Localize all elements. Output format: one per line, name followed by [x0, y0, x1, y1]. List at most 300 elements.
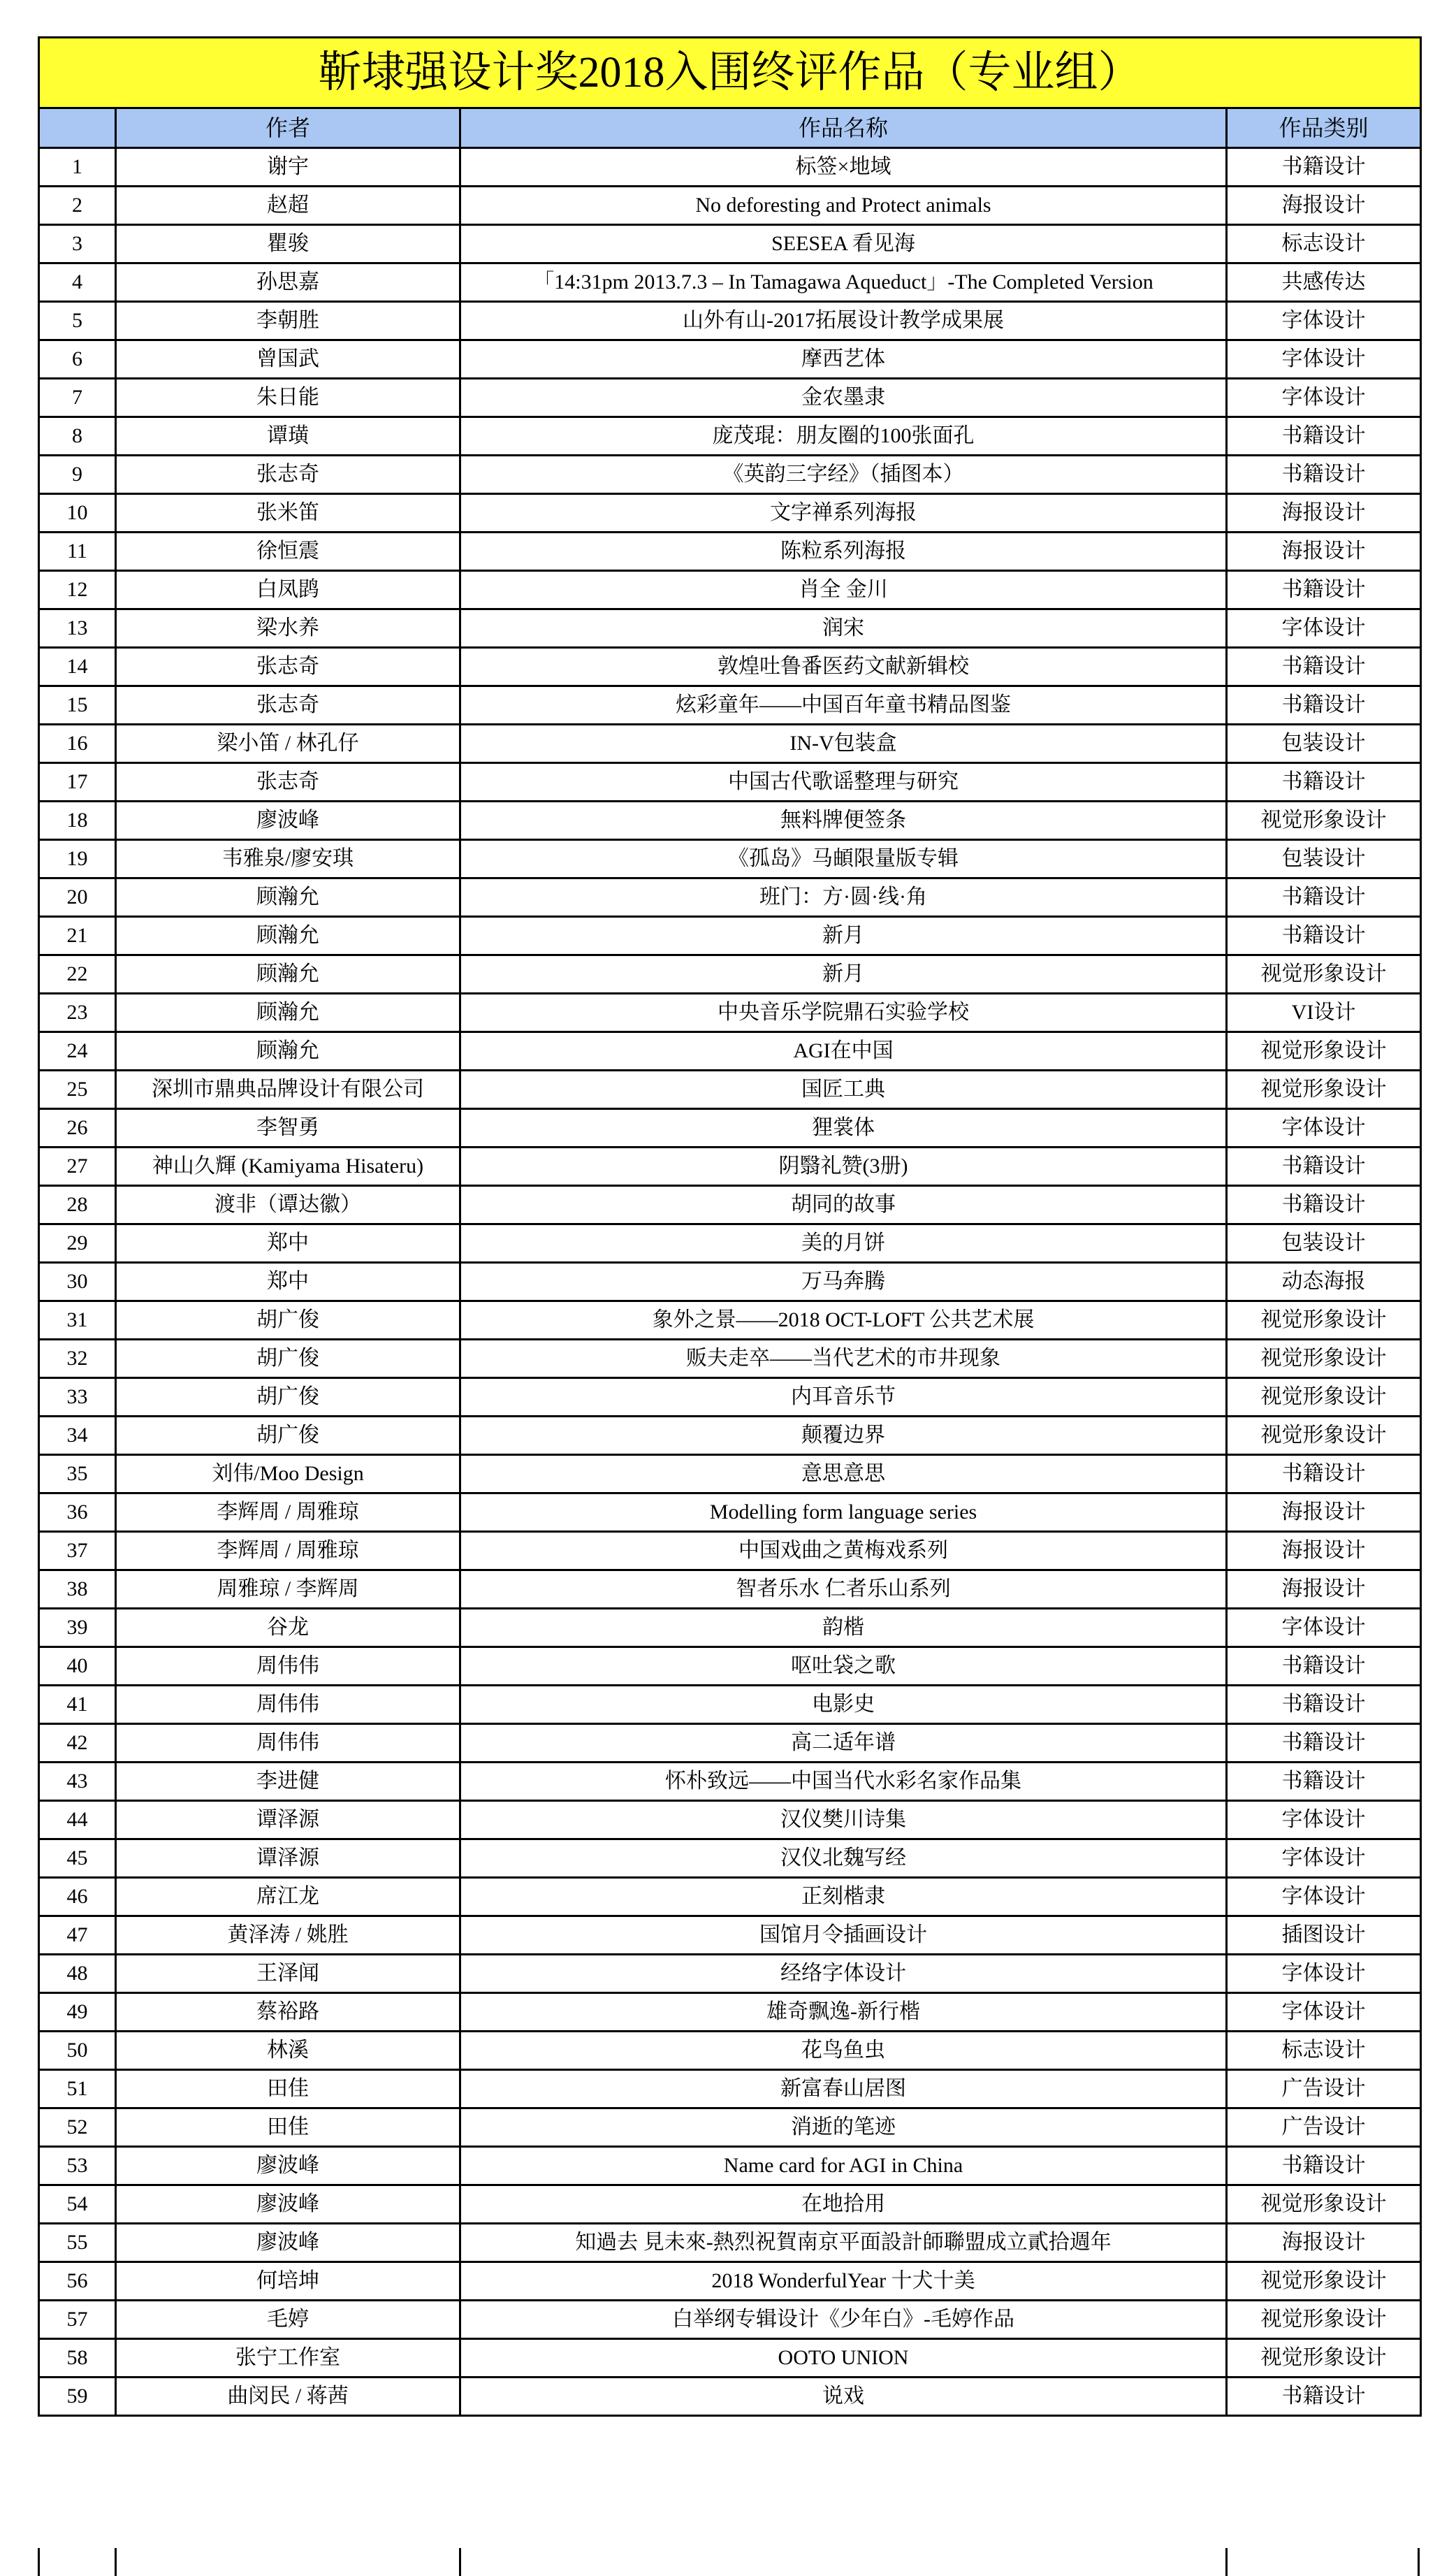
category-cell: 视觉形象设计 — [1227, 1071, 1421, 1109]
author-cell: 李进健 — [116, 1763, 460, 1801]
table-row — [39, 2108, 1421, 2147]
work-title-cell: 文字禅系列海报 — [460, 494, 1227, 533]
author-cell: 王泽闻 — [116, 1955, 460, 1993]
author-cell: 毛婷 — [116, 2301, 460, 2339]
table-row — [39, 917, 1421, 955]
category-cell: 书籍设计 — [1227, 917, 1421, 955]
category-cell: 视觉形象设计 — [1227, 955, 1421, 994]
work-title-cell: 山外有山-2017拓展设计教学成果展 — [460, 302, 1227, 340]
table-row — [39, 686, 1421, 725]
row-number: 5 — [39, 302, 116, 340]
table-row — [39, 379, 1421, 417]
category-cell: 视觉形象设计 — [1227, 2339, 1421, 2378]
table-row — [39, 1724, 1421, 1763]
author-cell: 周雅琼 / 李辉周 — [116, 1570, 460, 1609]
work-title-cell: 万马奔腾 — [460, 1263, 1227, 1301]
header-author: 作者 — [116, 108, 460, 148]
author-cell: 张宁工作室 — [116, 2339, 460, 2378]
row-number: 34 — [39, 1417, 116, 1455]
table-row — [39, 840, 1421, 878]
category-cell: 字体设计 — [1227, 340, 1421, 379]
table-row — [39, 225, 1421, 263]
table-row — [39, 1186, 1421, 1224]
row-number: 32 — [39, 1340, 116, 1378]
work-title-cell: 狸裳体 — [460, 1109, 1227, 1148]
author-cell: 李朝胜 — [116, 302, 460, 340]
table-row — [39, 1570, 1421, 1609]
author-cell: 顾瀚允 — [116, 955, 460, 994]
table-row — [39, 648, 1421, 686]
row-number: 9 — [39, 456, 116, 494]
author-cell: 谢宇 — [116, 148, 460, 187]
author-cell: 朱日能 — [116, 379, 460, 417]
table-row — [39, 340, 1421, 379]
work-title-cell: 《英韵三字经》（插图本） — [460, 456, 1227, 494]
row-number: 13 — [39, 609, 116, 648]
author-cell: 神山久輝 (Kamiyama Hisateru) — [116, 1148, 460, 1186]
work-title-cell: 白举纲专辑设计《少年白》-毛婷作品 — [460, 2301, 1227, 2339]
row-number: 44 — [39, 1801, 116, 1839]
category-cell: 视觉形象设计 — [1227, 1378, 1421, 1417]
table-row — [39, 187, 1421, 225]
table-row — [39, 1839, 1421, 1878]
table-row — [39, 456, 1421, 494]
work-title-cell: 2018 WonderfulYear 十犬十美 — [460, 2262, 1227, 2301]
category-cell: 共感传达 — [1227, 263, 1421, 302]
table-row — [39, 1686, 1421, 1724]
table-row — [39, 1109, 1421, 1148]
category-cell: 书籍设计 — [1227, 571, 1421, 609]
category-cell: 字体设计 — [1227, 609, 1421, 648]
work-title-cell: 高二适年谱 — [460, 1724, 1227, 1763]
author-cell: 廖波峰 — [116, 2224, 460, 2262]
row-number: 33 — [39, 1378, 116, 1417]
entries-table — [38, 36, 1422, 2417]
category-cell: 包装设计 — [1227, 1224, 1421, 1263]
table-row — [39, 2262, 1421, 2301]
category-cell: 广告设计 — [1227, 2070, 1421, 2108]
table-row — [39, 2339, 1421, 2378]
author-cell: 刘伟/Moo Design — [116, 1455, 460, 1493]
author-cell: 张志奇 — [116, 763, 460, 802]
table-row — [39, 2070, 1421, 2108]
author-cell: 徐恒震 — [116, 533, 460, 571]
author-cell: 韦雅泉/廖安琪 — [116, 840, 460, 878]
row-number: 12 — [39, 571, 116, 609]
category-cell: 广告设计 — [1227, 2108, 1421, 2147]
work-title-cell: 呕吐袋之歌 — [460, 1647, 1227, 1686]
category-cell: 字体设计 — [1227, 1878, 1421, 1916]
author-cell: 何培坤 — [116, 2262, 460, 2301]
author-cell: 廖波峰 — [116, 2147, 460, 2185]
category-cell: 字体设计 — [1227, 1609, 1421, 1647]
work-title-cell: 意思意思 — [460, 1455, 1227, 1493]
work-title-cell: AGI在中国 — [460, 1032, 1227, 1071]
category-cell: 包装设计 — [1227, 725, 1421, 763]
row-number: 38 — [39, 1570, 116, 1609]
row-number: 56 — [39, 2262, 116, 2301]
work-title-cell: 胡同的故事 — [460, 1186, 1227, 1224]
author-cell: 顾瀚允 — [116, 994, 460, 1032]
work-title-cell: 怀朴致远——中国当代水彩名家作品集 — [460, 1763, 1227, 1801]
author-cell: 梁水养 — [116, 609, 460, 648]
row-number: 55 — [39, 2224, 116, 2262]
table-row — [39, 2301, 1421, 2339]
category-cell: 海报设计 — [1227, 494, 1421, 533]
table-row — [39, 263, 1421, 302]
work-title-cell: 班门：方·圆·线·角 — [460, 878, 1227, 917]
row-number: 18 — [39, 802, 116, 840]
work-title-cell: 正刻楷隶 — [460, 1878, 1227, 1916]
author-cell: 李辉周 / 周雅琼 — [116, 1493, 460, 1532]
row-number: 29 — [39, 1224, 116, 1263]
row-number: 46 — [39, 1878, 116, 1916]
category-cell: 视觉形象设计 — [1227, 1301, 1421, 1340]
work-title-cell: 颠覆边界 — [460, 1417, 1227, 1455]
row-number: 47 — [39, 1916, 116, 1955]
table-row — [39, 878, 1421, 917]
category-cell: 书籍设计 — [1227, 1455, 1421, 1493]
category-cell: 书籍设计 — [1227, 1686, 1421, 1724]
author-cell: 郑中 — [116, 1263, 460, 1301]
row-number: 16 — [39, 725, 116, 763]
table-row — [39, 571, 1421, 609]
row-number: 4 — [39, 263, 116, 302]
work-title-cell: 标签×地域 — [460, 148, 1227, 187]
author-cell: 谭璜 — [116, 417, 460, 456]
row-number: 25 — [39, 1071, 116, 1109]
table-row — [39, 1340, 1421, 1378]
author-cell: 李智勇 — [116, 1109, 460, 1148]
author-cell: 林溪 — [116, 2032, 460, 2070]
author-cell: 瞿骏 — [116, 225, 460, 263]
row-number: 11 — [39, 533, 116, 571]
table-row — [39, 1647, 1421, 1686]
table-row — [39, 2032, 1421, 2070]
work-title-cell: IN-V包装盒 — [460, 725, 1227, 763]
work-title-cell: 国馆月令插画设计 — [460, 1916, 1227, 1955]
table-row — [39, 1455, 1421, 1493]
work-title-cell: Modelling form language series — [460, 1493, 1227, 1532]
row-number: 39 — [39, 1609, 116, 1647]
row-number: 52 — [39, 2108, 116, 2147]
work-title-cell: 中央音乐学院鼎石实验学校 — [460, 994, 1227, 1032]
table-row — [39, 1224, 1421, 1263]
row-number: 51 — [39, 2070, 116, 2108]
category-cell: 海报设计 — [1227, 1493, 1421, 1532]
table-row — [39, 2378, 1421, 2416]
row-number: 40 — [39, 1647, 116, 1686]
table-row — [39, 1993, 1421, 2032]
row-number: 48 — [39, 1955, 116, 1993]
author-cell: 深圳市鼎典品牌设计有限公司 — [116, 1071, 460, 1109]
category-cell: 书籍设计 — [1227, 1724, 1421, 1763]
work-title-cell: 在地拾用 — [460, 2185, 1227, 2224]
category-cell: 书籍设计 — [1227, 456, 1421, 494]
category-cell: 字体设计 — [1227, 1109, 1421, 1148]
spreadsheet-sheet — [38, 36, 1420, 2417]
row-number: 59 — [39, 2378, 116, 2416]
table-row — [39, 955, 1421, 994]
next-row-stub — [38, 2548, 1420, 2576]
row-number: 7 — [39, 379, 116, 417]
row-number: 50 — [39, 2032, 116, 2070]
author-cell: 白凤鹍 — [116, 571, 460, 609]
author-cell: 周伟伟 — [116, 1724, 460, 1763]
work-title-cell: 中国戏曲之黄梅戏系列 — [460, 1532, 1227, 1570]
category-cell: 海报设计 — [1227, 2224, 1421, 2262]
category-cell: 视觉形象设计 — [1227, 1340, 1421, 1378]
title-row — [39, 38, 1421, 108]
work-title-cell: 摩西艺体 — [460, 340, 1227, 379]
row-number: 30 — [39, 1263, 116, 1301]
category-cell: 字体设计 — [1227, 1801, 1421, 1839]
category-cell: 书籍设计 — [1227, 1148, 1421, 1186]
table-row — [39, 2224, 1421, 2262]
work-title-cell: 电影史 — [460, 1686, 1227, 1724]
row-number: 10 — [39, 494, 116, 533]
category-cell: 书籍设计 — [1227, 2378, 1421, 2416]
author-cell: 廖波峰 — [116, 2185, 460, 2224]
table-row — [39, 763, 1421, 802]
table-row — [39, 1609, 1421, 1647]
row-number: 31 — [39, 1301, 116, 1340]
category-cell: 书籍设计 — [1227, 148, 1421, 187]
work-title-cell: SEESEA 看见海 — [460, 225, 1227, 263]
table-row — [39, 1763, 1421, 1801]
work-title-cell: 韵楷 — [460, 1609, 1227, 1647]
table-row — [39, 1148, 1421, 1186]
header-row — [39, 108, 1421, 148]
work-title-cell: 陈粒系列海报 — [460, 533, 1227, 571]
table-row — [39, 1417, 1421, 1455]
table-row — [39, 148, 1421, 187]
category-cell: 视觉形象设计 — [1227, 2262, 1421, 2301]
row-number: 17 — [39, 763, 116, 802]
table-row — [39, 1801, 1421, 1839]
work-title-cell: 国匠工典 — [460, 1071, 1227, 1109]
category-cell: 海报设计 — [1227, 1532, 1421, 1570]
category-cell: 书籍设计 — [1227, 417, 1421, 456]
category-cell: 书籍设计 — [1227, 686, 1421, 725]
table-row — [39, 302, 1421, 340]
work-title-cell: 润宋 — [460, 609, 1227, 648]
category-cell: 海报设计 — [1227, 187, 1421, 225]
table-row — [39, 609, 1421, 648]
table-row — [39, 494, 1421, 533]
author-cell: 张志奇 — [116, 456, 460, 494]
author-cell: 谷龙 — [116, 1609, 460, 1647]
category-cell: 书籍设计 — [1227, 1186, 1421, 1224]
table-row — [39, 1071, 1421, 1109]
author-cell: 胡广俊 — [116, 1340, 460, 1378]
row-number: 36 — [39, 1493, 116, 1532]
category-cell: 书籍设计 — [1227, 763, 1421, 802]
work-title-cell: 贩夫走卒——当代艺术的市井现象 — [460, 1340, 1227, 1378]
table-row — [39, 417, 1421, 456]
author-cell: 蔡裕路 — [116, 1993, 460, 2032]
work-title-cell: 美的月饼 — [460, 1224, 1227, 1263]
row-number: 57 — [39, 2301, 116, 2339]
row-number: 53 — [39, 2147, 116, 2185]
work-title-cell: 经络字体设计 — [460, 1955, 1227, 1993]
author-cell: 席江龙 — [116, 1878, 460, 1916]
table-row — [39, 994, 1421, 1032]
category-cell: 书籍设计 — [1227, 1763, 1421, 1801]
row-number: 49 — [39, 1993, 116, 2032]
table-row — [39, 2185, 1421, 2224]
author-cell: 顾瀚允 — [116, 917, 460, 955]
row-number: 43 — [39, 1763, 116, 1801]
work-title-cell: 敦煌吐鲁番医药文献新辑校 — [460, 648, 1227, 686]
row-number: 42 — [39, 1724, 116, 1763]
table-row — [39, 1878, 1421, 1916]
work-title-cell: 中国古代歌谣整理与研究 — [460, 763, 1227, 802]
author-cell: 胡广俊 — [116, 1378, 460, 1417]
row-number: 35 — [39, 1455, 116, 1493]
row-number: 24 — [39, 1032, 116, 1071]
category-cell: 书籍设计 — [1227, 648, 1421, 686]
table-row — [39, 725, 1421, 763]
row-number: 22 — [39, 955, 116, 994]
row-number: 45 — [39, 1839, 116, 1878]
author-cell: 梁小笛 / 林孔仔 — [116, 725, 460, 763]
row-number: 58 — [39, 2339, 116, 2378]
author-cell: 田佳 — [116, 2108, 460, 2147]
row-number: 23 — [39, 994, 116, 1032]
category-cell: 视觉形象设计 — [1227, 1032, 1421, 1071]
author-cell: 周伟伟 — [116, 1686, 460, 1724]
table-row — [39, 1493, 1421, 1532]
sheet-title: 靳埭强设计奖2018入围终评作品（专业组） — [39, 38, 1421, 108]
category-cell: 书籍设计 — [1227, 1647, 1421, 1686]
category-cell: 包装设计 — [1227, 840, 1421, 878]
work-title-cell: 無料牌便签条 — [460, 802, 1227, 840]
row-number: 2 — [39, 187, 116, 225]
row-number: 27 — [39, 1148, 116, 1186]
gridline — [115, 2548, 117, 2576]
category-cell: 字体设计 — [1227, 1839, 1421, 1878]
table-row — [39, 1955, 1421, 1993]
header-number — [39, 108, 116, 148]
table-row — [39, 1263, 1421, 1301]
work-title-cell: 说戏 — [460, 2378, 1227, 2416]
category-cell: 标志设计 — [1227, 2032, 1421, 2070]
work-title-cell: OOTO UNION — [460, 2339, 1227, 2378]
row-number: 54 — [39, 2185, 116, 2224]
category-cell: VI设计 — [1227, 994, 1421, 1032]
author-cell: 张志奇 — [116, 686, 460, 725]
row-number: 3 — [39, 225, 116, 263]
author-cell: 曾国武 — [116, 340, 460, 379]
header-category: 作品类别 — [1227, 108, 1421, 148]
author-cell: 孙思嘉 — [116, 263, 460, 302]
table-row — [39, 1532, 1421, 1570]
author-cell: 谭泽源 — [116, 1839, 460, 1878]
category-cell: 书籍设计 — [1227, 2147, 1421, 2185]
row-number: 20 — [39, 878, 116, 917]
table-row — [39, 2147, 1421, 2185]
category-cell: 书籍设计 — [1227, 878, 1421, 917]
category-cell: 动态海报 — [1227, 1263, 1421, 1301]
table-row — [39, 1378, 1421, 1417]
work-title-cell: 汉仪北魏写经 — [460, 1839, 1227, 1878]
author-cell: 田佳 — [116, 2070, 460, 2108]
author-cell: 周伟伟 — [116, 1647, 460, 1686]
gridline — [459, 2548, 461, 2576]
work-title-cell: 知過去 見未來-熱烈祝賀南京平面設計師聯盟成立貳拾週年 — [460, 2224, 1227, 2262]
author-cell: 胡广俊 — [116, 1417, 460, 1455]
author-cell: 郑中 — [116, 1224, 460, 1263]
author-cell: 张志奇 — [116, 648, 460, 686]
table-row — [39, 1032, 1421, 1071]
author-cell: 李辉周 / 周雅琼 — [116, 1532, 460, 1570]
work-title-cell: 雄奇飘逸-新行楷 — [460, 1993, 1227, 2032]
work-title-cell: 炫彩童年——中国百年童书精品图鉴 — [460, 686, 1227, 725]
category-cell: 字体设计 — [1227, 302, 1421, 340]
work-title-cell: 「14:31pm 2013.7.3 – In Tamagawa Aqueduct」-The Completed Version — [460, 263, 1227, 302]
row-number: 1 — [39, 148, 116, 187]
category-cell: 海报设计 — [1227, 533, 1421, 571]
work-title-cell: 新富春山居图 — [460, 2070, 1227, 2108]
work-title-cell: 庞茂琨：朋友圈的100张面孔 — [460, 417, 1227, 456]
category-cell: 字体设计 — [1227, 1955, 1421, 1993]
author-cell: 顾瀚允 — [116, 1032, 460, 1071]
row-number: 21 — [39, 917, 116, 955]
work-title-cell: 汉仪樊川诗集 — [460, 1801, 1227, 1839]
author-cell: 曲闵民 / 蒋茜 — [116, 2378, 460, 2416]
author-cell: 赵超 — [116, 187, 460, 225]
work-title-cell: 阴翳礼赞(3册) — [460, 1148, 1227, 1186]
work-title-cell: 《孤岛》马頔限量版专辑 — [460, 840, 1227, 878]
author-cell: 顾瀚允 — [116, 878, 460, 917]
header-work-title: 作品名称 — [460, 108, 1227, 148]
work-title-cell: 肖全 金川 — [460, 571, 1227, 609]
category-cell: 字体设计 — [1227, 379, 1421, 417]
row-number: 8 — [39, 417, 116, 456]
category-cell: 字体设计 — [1227, 1993, 1421, 2032]
work-title-cell: 新月 — [460, 955, 1227, 994]
category-cell: 插图设计 — [1227, 1916, 1421, 1955]
work-title-cell: 智者乐水 仁者乐山系列 — [460, 1570, 1227, 1609]
work-title-cell: 新月 — [460, 917, 1227, 955]
category-cell: 海报设计 — [1227, 1570, 1421, 1609]
row-number: 28 — [39, 1186, 116, 1224]
author-cell: 廖波峰 — [116, 802, 460, 840]
work-title-cell: Name card for AGI in China — [460, 2147, 1227, 2185]
table-row — [39, 1916, 1421, 1955]
author-cell: 谭泽源 — [116, 1801, 460, 1839]
gridline — [1225, 2548, 1228, 2576]
author-cell: 渡非（谭达徽） — [116, 1186, 460, 1224]
table-row — [39, 533, 1421, 571]
row-number: 41 — [39, 1686, 116, 1724]
author-cell: 黄泽涛 / 姚胜 — [116, 1916, 460, 1955]
work-title-cell: 消逝的笔迹 — [460, 2108, 1227, 2147]
row-number: 14 — [39, 648, 116, 686]
category-cell: 视觉形象设计 — [1227, 1417, 1421, 1455]
row-number: 37 — [39, 1532, 116, 1570]
table-row — [39, 802, 1421, 840]
category-cell: 视觉形象设计 — [1227, 802, 1421, 840]
author-cell: 张米笛 — [116, 494, 460, 533]
work-title-cell: 花鸟鱼虫 — [460, 2032, 1227, 2070]
category-cell: 标志设计 — [1227, 225, 1421, 263]
table-row — [39, 1301, 1421, 1340]
work-title-cell: 金农墨隶 — [460, 379, 1227, 417]
row-number: 6 — [39, 340, 116, 379]
row-number: 15 — [39, 686, 116, 725]
